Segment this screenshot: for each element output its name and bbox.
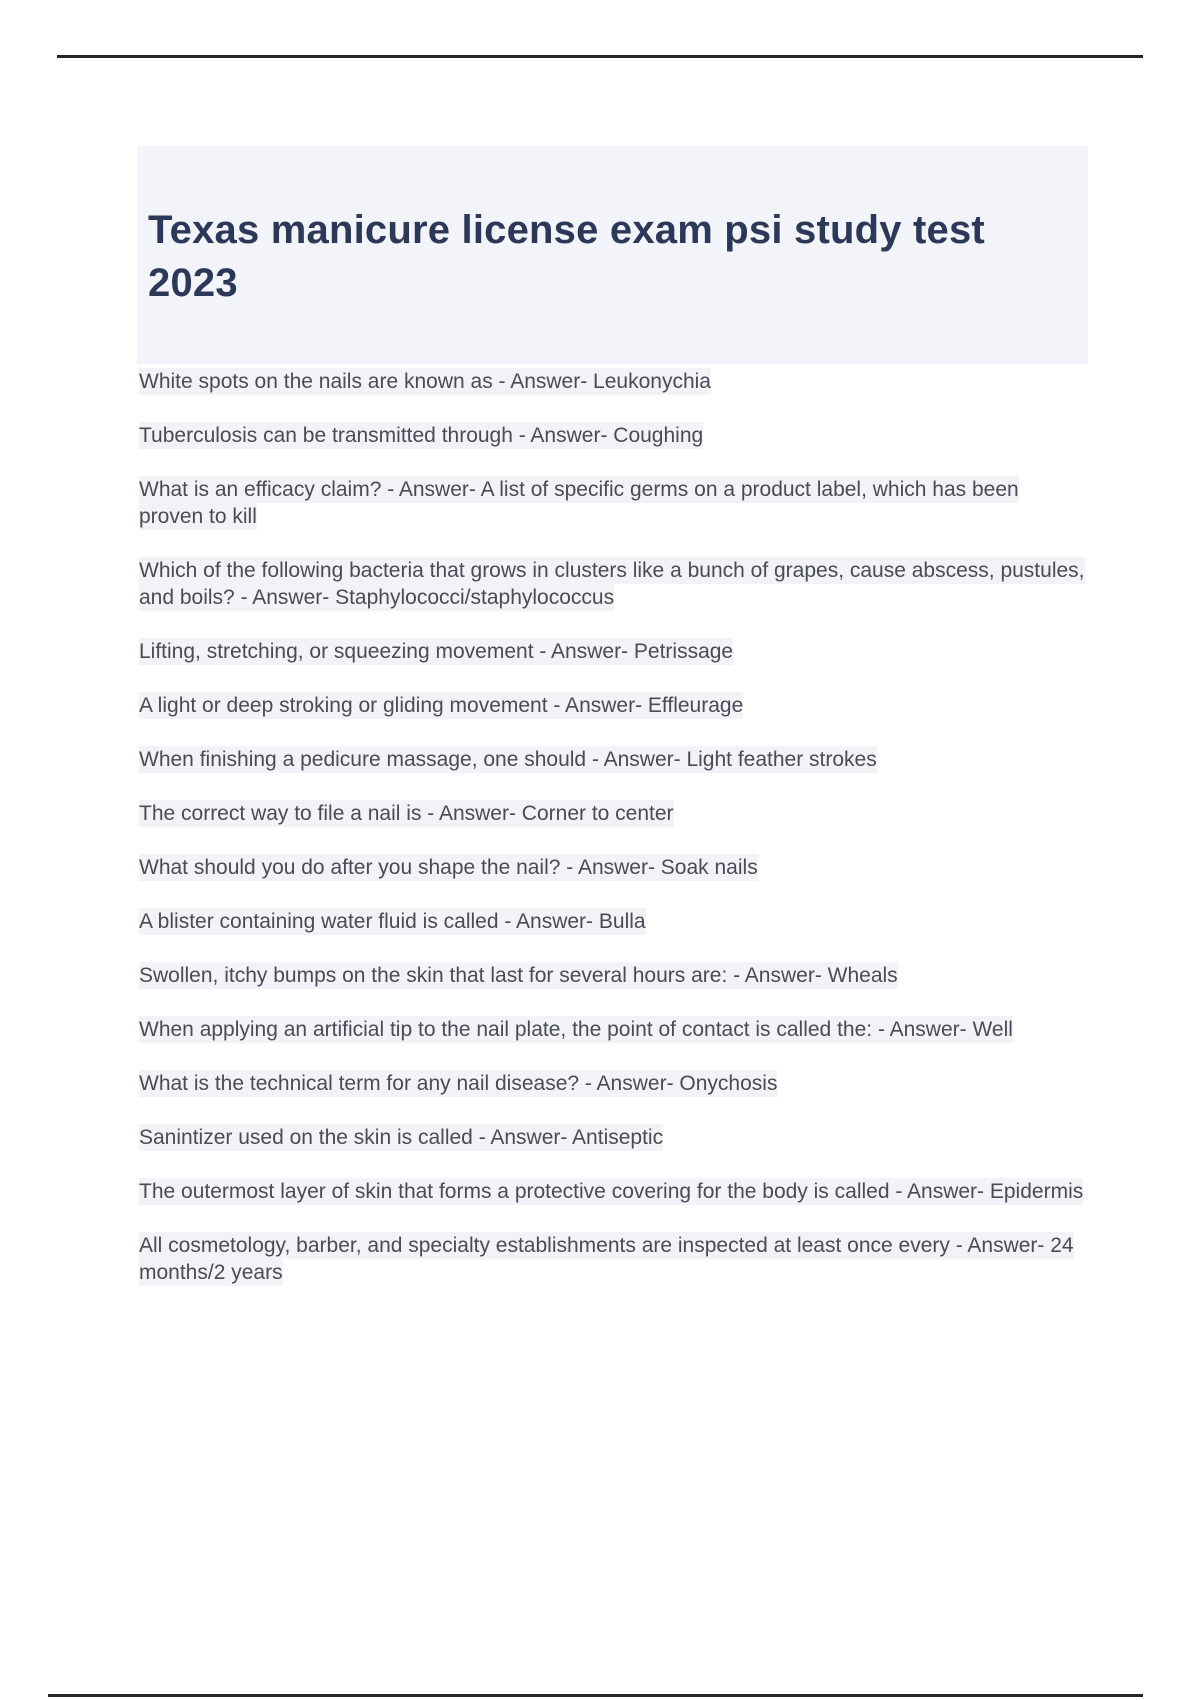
qa-text: Sanintizer used on the skin is called - Answer- Antiseptic bbox=[139, 1126, 664, 1149]
qa-item bbox=[139, 476, 1087, 530]
page-title: Texas manicure license exam psi study test 2023 bbox=[148, 208, 985, 305]
qa-text: What is the technical term for any nail disease? - Answer- Onychosis bbox=[139, 1072, 778, 1095]
qa-text: All cosmetology, barber, and specialty establishments are inspected at least once every - Answer- 24 months/2 years bbox=[139, 1234, 1074, 1284]
qa-text: When applying an artificial tip to the nail plate, the point of contact is called the: - Answer- Well bbox=[139, 1018, 1013, 1041]
qa-item bbox=[139, 908, 1087, 935]
qa-item bbox=[139, 692, 1087, 719]
qa-text: What is an efficacy claim? - Answer- A list of specific germs on a product label, which has been proven to kill bbox=[139, 478, 1019, 528]
qa-item bbox=[139, 746, 1087, 773]
qa-item bbox=[139, 1124, 1087, 1151]
qa-text: Swollen, itchy bumps on the skin that last for several hours are: - Answer- Wheals bbox=[139, 964, 898, 987]
qa-text: Which of the following bacteria that grows in clusters like a bunch of grapes, cause abscess, pustules, and boils? - Answer- Staphylococci/staphylococcus bbox=[139, 559, 1085, 609]
top-rule bbox=[57, 55, 1143, 58]
qa-item bbox=[139, 557, 1087, 611]
qa-item bbox=[139, 800, 1087, 827]
qa-item bbox=[139, 1232, 1087, 1286]
qa-text: The outermost layer of skin that forms a protective covering for the body is called - Answer- Epidermis bbox=[139, 1180, 1084, 1203]
qa-item bbox=[139, 854, 1087, 881]
qa-item bbox=[139, 1070, 1087, 1097]
qa-text: Tuberculosis can be transmitted through - Answer- Coughing bbox=[139, 424, 704, 447]
qa-text: Lifting, stretching, or squeezing movement - Answer- Petrissage bbox=[139, 640, 734, 663]
qa-text: A light or deep stroking or gliding movement - Answer- Effleurage bbox=[139, 694, 744, 717]
bottom-rule bbox=[48, 1694, 1143, 1697]
qa-item bbox=[139, 368, 1087, 395]
qa-item bbox=[139, 962, 1087, 989]
qa-text: White spots on the nails are known as - Answer- Leukonychia bbox=[139, 370, 711, 393]
qa-item bbox=[139, 1016, 1087, 1043]
title-banner bbox=[137, 146, 1088, 364]
qa-list bbox=[139, 368, 1087, 1313]
qa-text: A blister containing water fluid is called - Answer- Bulla bbox=[139, 910, 646, 933]
qa-item bbox=[139, 638, 1087, 665]
qa-item bbox=[139, 1178, 1087, 1205]
qa-text: The correct way to file a nail is - Answer- Corner to center bbox=[139, 802, 674, 825]
qa-text: What should you do after you shape the nail? - Answer- Soak nails bbox=[139, 856, 758, 879]
qa-item bbox=[139, 422, 1087, 449]
qa-text: When finishing a pedicure massage, one should - Answer- Light feather strokes bbox=[139, 748, 877, 771]
